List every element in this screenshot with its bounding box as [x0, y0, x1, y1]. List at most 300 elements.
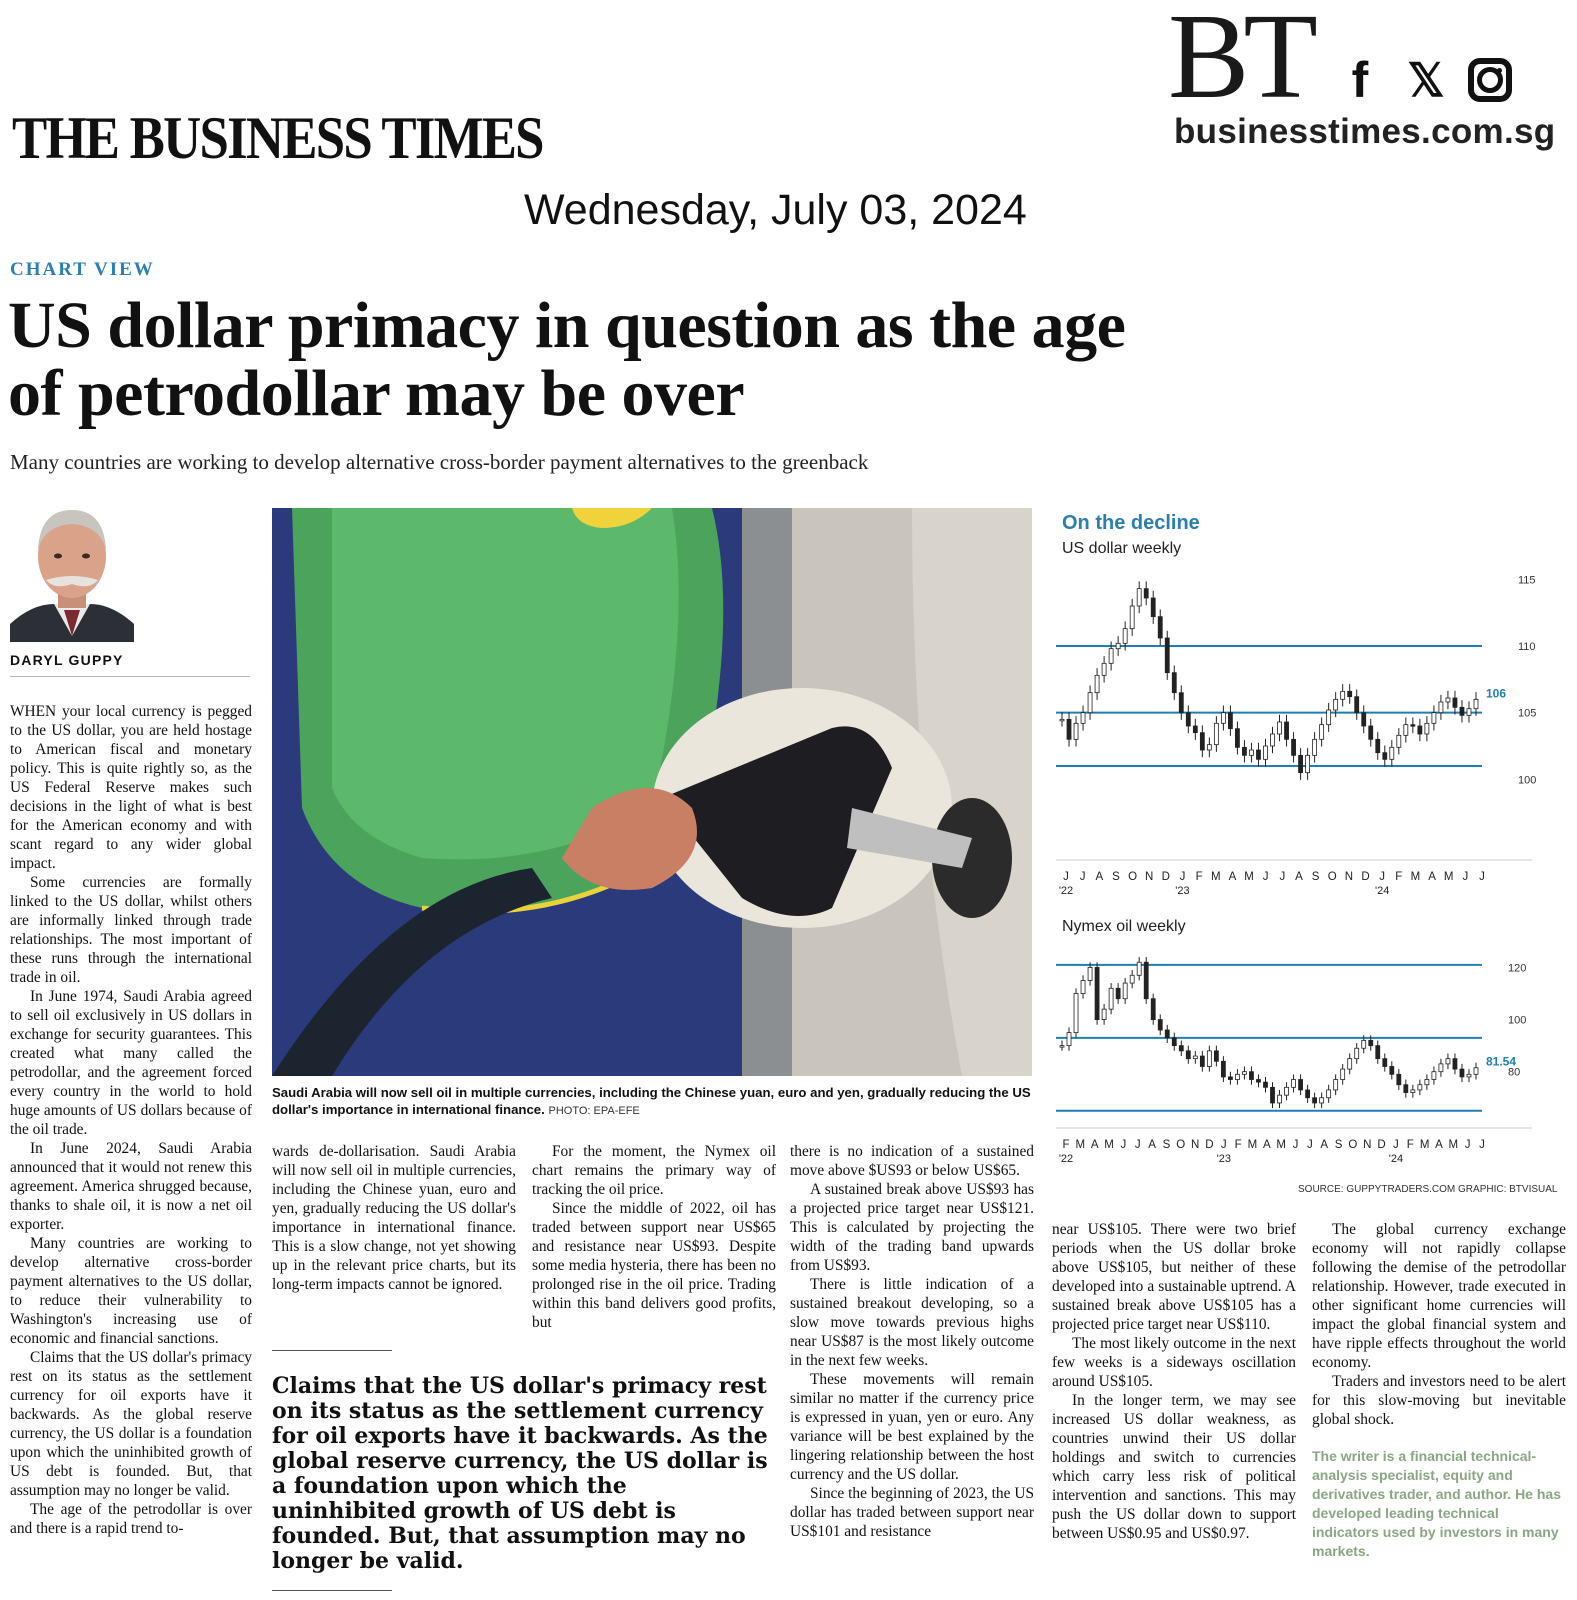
candle-body — [1334, 1080, 1338, 1090]
x-tick-label: J — [1393, 1139, 1399, 1151]
x-tick-label: S — [1112, 871, 1120, 883]
pull-quote: Claims that the US dollar's primacy rest on its status as the settlement currency for oil exports have it backwards. As the global reserve currency, the US dollar is a foundation upon which the uninhibited growth of US debt is founded. But, that assumption may no longer be valid. — [272, 1373, 768, 1574]
x-tick-label: M — [1419, 1139, 1430, 1151]
x-tick-label: F — [1062, 1139, 1070, 1151]
headline: US dollar primacy in question as the age of petrodollar may be over — [8, 289, 1126, 430]
price-candle — [1292, 732, 1296, 762]
candle-body — [1242, 1072, 1246, 1075]
candle-body — [1271, 1087, 1275, 1103]
candle-body — [1123, 629, 1127, 644]
price-candle — [1446, 691, 1450, 709]
price-candle — [1460, 700, 1464, 722]
candle-body — [1327, 1090, 1331, 1098]
candle-body — [1320, 725, 1324, 740]
x-tick-label: F — [1195, 871, 1203, 883]
y-tick-label: 110 — [1518, 641, 1536, 653]
y-tick-label: 100 — [1518, 774, 1537, 787]
price-candle — [1263, 1077, 1267, 1093]
year-label: '24 — [1388, 1153, 1404, 1165]
candle-body — [1446, 698, 1450, 702]
article-paragraph: Many countries are working to develop alternative cross-border payment alternatives to the US dollar, to reduce their vulnerability to Washington's increasing use of economic and financial sanctions. — [10, 1235, 252, 1347]
price-candle — [1172, 1033, 1176, 1051]
candle-body — [1235, 729, 1239, 748]
candle-body — [1341, 691, 1345, 699]
candle-body — [1453, 1059, 1457, 1069]
price-candle — [1109, 983, 1113, 1014]
price-candle — [1137, 957, 1141, 980]
price-candle — [1144, 581, 1148, 605]
candle-body — [1285, 1087, 1289, 1095]
candle-body — [1060, 719, 1064, 721]
price-candle — [1432, 705, 1436, 730]
candle-body — [1179, 693, 1183, 713]
candle-body — [1095, 675, 1099, 692]
candle-body — [1299, 755, 1303, 772]
candle-body — [1383, 1059, 1387, 1067]
candle-body — [1439, 1064, 1443, 1072]
article-column-6 — [1312, 1220, 1566, 1598]
price-candle — [1179, 685, 1183, 719]
byline-divider — [10, 676, 250, 677]
candle-body — [1404, 1085, 1408, 1093]
y-tick-label: 80 — [1508, 1066, 1521, 1079]
price-candle — [1242, 1067, 1246, 1080]
price-candle — [1200, 1051, 1204, 1072]
chart-title: On the decline — [1062, 512, 1200, 534]
price-candle — [1214, 716, 1218, 752]
x-tick-label: J — [1464, 1139, 1471, 1151]
candle-body — [1102, 663, 1106, 675]
x-tick-label: J — [1134, 1139, 1141, 1151]
article-paragraph: Claims that the US dollar's primacy rest on its status as the settlement currency for oil exports have it backwards. As the global reserve currency, the US dollar is a foundation upon which the uninhibited growth of US debt is founded. But, that assumption may no longer be valid. — [10, 1349, 252, 1499]
candle-body — [1165, 638, 1169, 673]
x-tick-label: N — [1344, 871, 1354, 883]
candle-body — [1313, 1098, 1317, 1103]
article-paragraph: there is no indication of a sustained move above $US93 or below US$65. — [790, 1143, 1034, 1179]
candle-body — [1285, 722, 1289, 739]
price-candle — [1137, 581, 1141, 613]
price-candle — [1306, 748, 1310, 780]
price-candle — [1404, 1080, 1408, 1098]
year-label: '24 — [1374, 885, 1390, 897]
candle-body — [1172, 673, 1176, 693]
x-tick-label: J — [1479, 871, 1485, 883]
article-paragraph: In June 1974, Saudi Arabia agreed to sell oil exclusively in US dollars in exchange for security guarantees. This created what many called the petrodollar, and the agreement forced every country in the world to hold huge amounts of US dollars because of the oil trade. — [10, 988, 252, 1138]
photo-caption — [272, 1084, 1032, 1120]
candle-body — [1446, 1059, 1450, 1064]
x-tick-label: M — [1410, 871, 1421, 883]
candle-body — [1151, 999, 1155, 1020]
candle-body — [1074, 994, 1078, 1033]
candle-body — [1221, 713, 1225, 724]
price-candle — [1249, 1067, 1253, 1085]
article-column-3 — [532, 1142, 776, 1332]
price-candle — [1214, 1046, 1218, 1067]
x-tick-label: N — [1145, 871, 1154, 883]
x-icon[interactable]: 𝕏 — [1407, 54, 1445, 106]
price-candle — [1165, 1025, 1169, 1043]
candle-body — [1228, 713, 1232, 729]
price-candle — [1249, 743, 1253, 763]
candle-body — [1369, 1040, 1373, 1045]
x-tick-label: J — [1262, 871, 1269, 883]
x-tick-label: J — [1279, 871, 1286, 883]
candle-body — [1425, 723, 1429, 734]
x-tick-label: O — [1128, 871, 1138, 883]
candle-body — [1348, 1059, 1352, 1069]
price-candle — [1411, 717, 1415, 733]
price-candle — [1439, 1059, 1443, 1077]
x-tick-label: M — [1276, 1139, 1286, 1151]
price-candle — [1271, 727, 1275, 753]
candle-body — [1453, 698, 1457, 707]
x-tick-label: N — [1363, 1139, 1372, 1151]
candle-body — [1263, 1082, 1267, 1087]
candle-body — [1144, 589, 1148, 598]
site-url[interactable]: businesstimes.com.sg — [1174, 112, 1556, 151]
x-tick-label: A — [1295, 871, 1303, 883]
price-candle — [1256, 1074, 1260, 1087]
author-bio: The writer is a financial technical-analysis specialist, equity and derivatives trader, and author. He has developed leading technical indicators used by investors in many markets. — [1312, 1448, 1561, 1559]
x-tick-label: M — [1244, 871, 1254, 883]
candle-body — [1207, 745, 1211, 750]
price-candle — [1130, 599, 1134, 636]
price-candle — [1200, 725, 1204, 757]
candle-body — [1186, 1051, 1190, 1059]
y-tick-label: 100 — [1508, 1014, 1527, 1027]
x-tick-label: J — [1479, 1139, 1485, 1151]
article-paragraph: WHEN your local currency is pegged to the US dollar, you are held hostage to American fiscal and monetary policy. This is quite rightly so, as the US Federal Reserve makes such decisions in the light of what is best for the American economy and with scant regard to any wider global impact. — [10, 703, 252, 872]
candle-body — [1060, 1046, 1064, 1048]
candle-body — [1158, 617, 1162, 638]
oil-weekly-chart — [1056, 938, 1556, 1168]
candle-body — [1081, 980, 1085, 993]
candle-body — [1193, 1056, 1197, 1059]
candle-body — [1299, 1080, 1303, 1090]
candle-body — [1432, 713, 1436, 724]
x-tick-label: J — [1063, 871, 1069, 883]
x-tick-label: S — [1334, 1139, 1343, 1151]
x-tick-label: O — [1348, 1139, 1358, 1151]
x-tick-label: O — [1327, 871, 1337, 883]
price-candle — [1341, 1064, 1345, 1085]
candle-body — [1109, 988, 1113, 1009]
last-value-label: 81.54 — [1486, 1054, 1517, 1069]
price-candle — [1355, 689, 1359, 719]
candle-body — [1193, 726, 1197, 733]
pullquote-rule-bottom — [272, 1590, 392, 1591]
candle-body — [1200, 733, 1204, 750]
x-tick-label: J — [1120, 1139, 1127, 1151]
price-candle — [1221, 705, 1225, 730]
candle-body — [1376, 1046, 1380, 1059]
price-candle — [1383, 745, 1387, 766]
x-tick-label: J — [1179, 871, 1186, 883]
candle-body — [1327, 710, 1331, 725]
candle-body — [1383, 753, 1387, 760]
price-candle — [1348, 684, 1352, 704]
candle-body — [1397, 735, 1401, 747]
author-portrait — [10, 498, 134, 642]
x-tick-label: A — [1435, 1139, 1443, 1151]
price-candle — [1348, 1054, 1352, 1075]
x-tick-label: J — [1379, 871, 1386, 883]
candle-body — [1362, 713, 1366, 726]
article-paragraph: wards de-dollarisation. Saudi Arabia will now sell oil in multiple currencies, including the Chinese yuan, euro and yen, gradually reducing the US dollar's importance in international finance. This is a slow change, not yet showing up in the relevant price charts, but its long-term impacts cannot be ignored. — [272, 1143, 516, 1293]
pullquote-rule-top — [272, 1350, 392, 1351]
x-tick-label: F — [1395, 871, 1403, 883]
candle-body — [1376, 739, 1380, 752]
candle-body — [1102, 1009, 1106, 1019]
price-candle — [1102, 656, 1106, 682]
price-candle — [1285, 1082, 1289, 1100]
x-tick-label: J — [1292, 1139, 1299, 1151]
candle-body — [1081, 713, 1085, 724]
candle-body — [1390, 1066, 1394, 1074]
price-candle — [1306, 1085, 1310, 1103]
candle-body — [1397, 1074, 1401, 1084]
article-paragraph: For the moment, the Nymex oil chart remains the primary way of tracking the oil price. — [532, 1143, 776, 1198]
x-tick-label: F — [1234, 1139, 1242, 1151]
candle-body — [1207, 1051, 1211, 1067]
candle-body — [1109, 649, 1113, 664]
price-candle — [1467, 701, 1471, 722]
candle-body — [1404, 725, 1408, 736]
section-label: CHART VIEW — [10, 259, 155, 280]
article-column-4 — [790, 1142, 1034, 1598]
price-candle — [1439, 695, 1443, 720]
price-candle — [1397, 728, 1401, 754]
candle-body — [1341, 1069, 1345, 1079]
x-tick-label: D — [1205, 1139, 1214, 1151]
price-candle — [1418, 1080, 1422, 1096]
candle-body — [1362, 1040, 1366, 1048]
price-candle — [1263, 739, 1267, 767]
y-tick-label: 105 — [1518, 707, 1537, 720]
price-candle — [1292, 1074, 1296, 1092]
candle-body — [1292, 1080, 1296, 1088]
candle-body — [1130, 975, 1134, 983]
issue-date: Wednesday, July 03, 2024 — [524, 186, 1027, 234]
x-tick-label: D — [1161, 871, 1170, 883]
price-candle — [1425, 1074, 1429, 1090]
article-paragraph: Since the middle of 2022, oil has traded between support near US$65 and resistance near US$93. Despite some media hysteria, there has been no prolonged rise in the oil price. Trading within this band delivers good profits, but — [532, 1200, 776, 1331]
price-candle — [1376, 1040, 1380, 1063]
price-candle — [1060, 1040, 1064, 1050]
price-candle — [1074, 716, 1078, 746]
price-candle — [1235, 721, 1239, 754]
candle-body — [1137, 962, 1141, 975]
price-candle — [1067, 712, 1071, 746]
usd-weekly-chart — [1056, 560, 1556, 900]
author-byline: DARYL GUPPY — [10, 652, 124, 668]
price-candle — [1144, 957, 1148, 1004]
candle-body — [1214, 723, 1218, 744]
price-candle — [1081, 975, 1085, 998]
price-candle — [1362, 705, 1366, 733]
candle-body — [1292, 739, 1296, 755]
candle-body — [1214, 1051, 1218, 1061]
price-candle — [1158, 1014, 1162, 1035]
article-paragraph: Traders and investors need to be alert for this slow-moving but inevitable global shock. — [1312, 1373, 1566, 1428]
price-candle — [1299, 1074, 1303, 1095]
x-tick-label: D — [1377, 1139, 1386, 1151]
price-candle — [1453, 1054, 1457, 1075]
price-candle — [1313, 1093, 1317, 1109]
article-paragraph: Some currencies are formally linked to the US dollar, whilst others are informally linked through trade relationships. The most important of these runs through the international trade in oil. — [10, 874, 252, 986]
price-candle — [1228, 705, 1232, 735]
price-candle — [1228, 1072, 1232, 1085]
candle-body — [1256, 750, 1260, 759]
price-candle — [1235, 1069, 1239, 1085]
candle-body — [1130, 606, 1134, 629]
x-tick-label: M — [1075, 1139, 1086, 1151]
x-tick-label: S — [1311, 871, 1320, 883]
y-tick-label: 120 — [1508, 962, 1527, 975]
candle-body — [1355, 697, 1359, 713]
price-candle — [1060, 712, 1064, 726]
price-candle — [1193, 719, 1197, 740]
price-candle — [1207, 1046, 1211, 1072]
candle-body — [1158, 1020, 1162, 1030]
candle-body — [1144, 962, 1148, 998]
x-tick-label: S — [1162, 1139, 1171, 1151]
candle-body — [1306, 1090, 1310, 1098]
price-candle — [1130, 970, 1134, 988]
article-column-5 — [1052, 1220, 1296, 1598]
candle-body — [1249, 1072, 1253, 1080]
price-candle — [1116, 636, 1120, 656]
article-photo — [272, 508, 1032, 1076]
candle-body — [1390, 747, 1394, 759]
price-candle — [1221, 1056, 1225, 1082]
article-paragraph: A sustained break above US$93 has a projected price target near US$121. This is calculated by projecting the width of the trading band upwards from US$93. — [790, 1181, 1034, 1274]
x-tick-label: F — [1406, 1139, 1414, 1151]
price-candle — [1256, 743, 1260, 767]
candle-body — [1411, 725, 1415, 727]
price-candle — [1193, 1051, 1197, 1064]
candle-body — [1200, 1056, 1204, 1066]
article-paragraph: The age of the petrodollar is over and there is a rapid trend to- — [10, 1501, 252, 1537]
price-candle — [1334, 1074, 1338, 1095]
price-candle — [1158, 609, 1162, 645]
price-candle — [1460, 1064, 1464, 1082]
price-candle — [1123, 978, 1127, 1004]
candle-body — [1313, 739, 1317, 755]
standfirst: Many countries are working to develop alternative cross-border payment alternatives to the greenback — [10, 450, 869, 474]
facebook-icon[interactable]: f — [1351, 52, 1369, 108]
price-candle — [1088, 685, 1092, 719]
price-candle — [1411, 1085, 1415, 1098]
photo-caption-text: Saudi Arabia will now sell oil in multiple currencies, including the Chinese yuan, euro and yen, gradually reducing the US dollar's importance in international finance. — [272, 1085, 1031, 1117]
x-tick-label: M — [1247, 1139, 1258, 1151]
price-candle — [1172, 665, 1176, 699]
candle-body — [1221, 1061, 1225, 1077]
price-candle — [1186, 705, 1190, 733]
candle-body — [1460, 1069, 1464, 1077]
price-candle — [1355, 1043, 1359, 1064]
candle-body — [1228, 1077, 1232, 1080]
price-candle — [1271, 1082, 1275, 1108]
x-tick-label: A — [1090, 1139, 1099, 1151]
price-candle — [1397, 1069, 1401, 1090]
price-candle — [1102, 1004, 1106, 1025]
price-candle — [1299, 748, 1303, 780]
candle-body — [1460, 707, 1464, 715]
price-candle — [1081, 705, 1085, 730]
article-paragraph: In June 2024, Saudi Arabia announced that it would not renew this agreement. America shrugged because, thanks to shale oil, it is now a net oil exporter. — [10, 1140, 252, 1233]
candle-body — [1411, 1090, 1415, 1093]
price-candle — [1418, 719, 1422, 741]
price-candle — [1285, 715, 1289, 747]
x-tick-label: A — [1428, 871, 1436, 883]
x-tick-label: O — [1176, 1139, 1186, 1151]
candle-body — [1088, 967, 1092, 980]
candle-body — [1179, 1046, 1183, 1051]
candle-body — [1418, 726, 1422, 734]
candle-body — [1467, 709, 1471, 716]
price-candle — [1327, 1085, 1331, 1103]
candle-body — [1271, 734, 1275, 746]
price-candle — [1453, 691, 1457, 715]
price-candle — [1446, 1054, 1450, 1070]
article-paragraph: The global currency exchange economy will not rapidly collapse following the demise of the petrodollar relationship. However, trade executed in other significant home currencies will impact the global financial system and have ripple effects throughout the world economy. — [1312, 1221, 1566, 1371]
candle-body — [1242, 747, 1246, 755]
price-candle — [1320, 1093, 1324, 1109]
social-links — [1336, 52, 1512, 108]
price-candle — [1151, 994, 1155, 1025]
instagram-icon[interactable] — [1468, 58, 1512, 102]
x-tick-label: A — [1262, 1139, 1271, 1151]
price-candle — [1278, 715, 1282, 741]
candle-body — [1123, 983, 1127, 999]
article-paragraph: In the longer term, we may see increased US dollar weakness, as countries unwind their US dollar holdings and switch to currencies which carry less risk of political intervention and sanctions. This may push the US dollar down to support between US$0.95 and US$0.97. — [1052, 1392, 1296, 1542]
oil-chart-title: Nymex oil weekly — [1062, 918, 1186, 935]
price-candle — [1376, 732, 1380, 760]
year-label: '22 — [1058, 1153, 1074, 1165]
article-paragraph: near US$105. There were two brief periods when the US dollar broke above US$105, but neither of these developed into a sustainable uptrend. A sustained break above US$105 has a projected price target near US$110. — [1052, 1221, 1296, 1333]
x-tick-label: J — [1079, 871, 1086, 883]
candle-body — [1425, 1080, 1429, 1085]
candle-body — [1369, 726, 1373, 739]
y-tick-label: 115 — [1518, 574, 1536, 587]
price-candle — [1067, 1027, 1071, 1050]
price-candle — [1207, 737, 1211, 757]
article-paragraph: There is little indication of a sustained breakout developing, so a slow move towards previous highs near US$87 is the most likely outcome in the next few weeks. — [790, 1276, 1034, 1369]
candle-body — [1334, 699, 1338, 710]
price-candle — [1074, 988, 1078, 1037]
article-paragraph: These movements will remain similar no matter if the currency price is expressed in yuan, yen or euro. Any variance will be best explained by the lingering relationship between the host currency and the US dollar. — [790, 1371, 1034, 1483]
candle-body — [1067, 719, 1071, 739]
article-column-2 — [272, 1142, 516, 1332]
candle-body — [1474, 699, 1478, 708]
price-candle — [1390, 1061, 1394, 1079]
candle-body — [1256, 1080, 1260, 1083]
candle-body — [1355, 1048, 1359, 1058]
chart-source: SOURCE: GUPPYTRADERS.COM GRAPHIC: BTVISUAL — [1298, 1184, 1558, 1195]
bt-logo: BT — [1168, 0, 1312, 124]
candle-body — [1278, 1095, 1282, 1103]
x-tick-label: D — [1361, 871, 1370, 883]
price-candle — [1432, 1067, 1436, 1085]
article-paragraph: The most likely outcome in the next few weeks is a sideways oscillation around US$105. — [1052, 1335, 1296, 1390]
candle-body — [1165, 1030, 1169, 1038]
x-tick-label: J — [1220, 1139, 1227, 1151]
price-candle — [1320, 717, 1324, 746]
candle-body — [1235, 1074, 1239, 1079]
price-candle — [1095, 962, 1099, 1024]
year-label: '23 — [1175, 885, 1190, 897]
